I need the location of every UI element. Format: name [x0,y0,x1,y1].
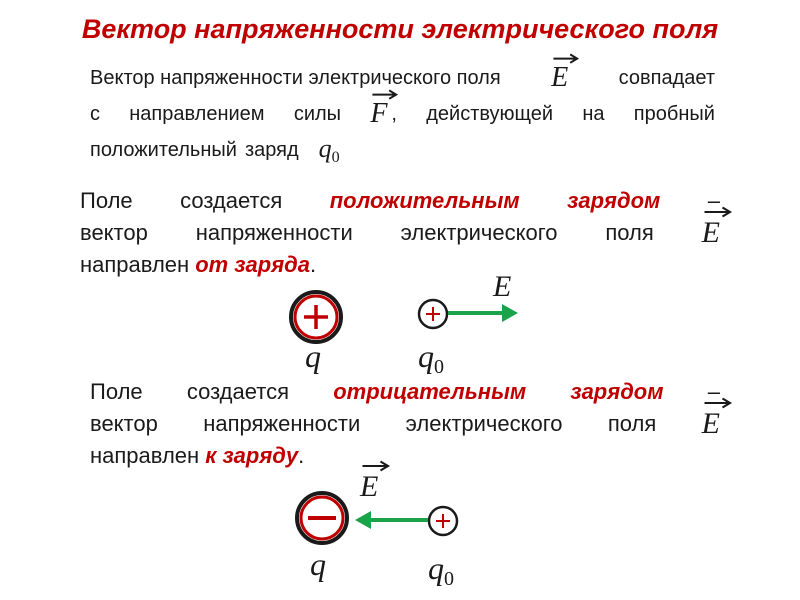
arrowhead-icon [355,511,371,529]
emphasis-toward: к заряду [205,443,299,468]
plus-sign-icon [304,305,328,329]
negative-charge-paragraph: Поле создается отрицательным зарядом – вектор напряженности электрического поля E направлен к заряду . [90,376,720,472]
test-charge-label: $q_0$ [428,550,454,590]
test-charge-label: $q_0$ [418,338,444,378]
emphasis-away: от заряда [195,252,310,277]
emphasis-positive: положительным [329,188,520,213]
source-charge-positive [291,292,341,342]
source-charge-label: q [305,338,321,374]
vector-e-symbol: E [551,62,568,94]
source-charge-negative [297,493,347,543]
text: совпадает [618,66,715,89]
plus-sign-icon [426,307,440,321]
text: Вектор напряженности электрического поля [90,66,501,89]
test-charge-symbol: $q_0$ [318,133,340,166]
vector-f-symbol: F [370,98,387,130]
field-label-vector-e: E [360,470,378,504]
test-charge-positive [429,507,457,535]
arrowhead-icon [502,304,518,322]
plus-sign-icon [436,514,450,528]
test-charge-positive [419,300,447,328]
field-label-e: E [493,270,512,303]
emphasis-negative: отрицательным [333,379,527,404]
slide-title: Вектор напряженности электрического поля [81,14,719,44]
positive-charge-paragraph: Поле создается положительным зарядом – вектор напряженности электрического поля E направлен от заряда . [80,185,720,281]
definition-paragraph: Вектор напряженности электрического поля E совпадает с направлением силы F , действующей на пробный положительный заряд $q_0$ [90,60,715,168]
vector-e-symbol: E [702,216,720,250]
source-charge-label: q [310,546,326,582]
vector-e-symbol: E [702,407,720,441]
